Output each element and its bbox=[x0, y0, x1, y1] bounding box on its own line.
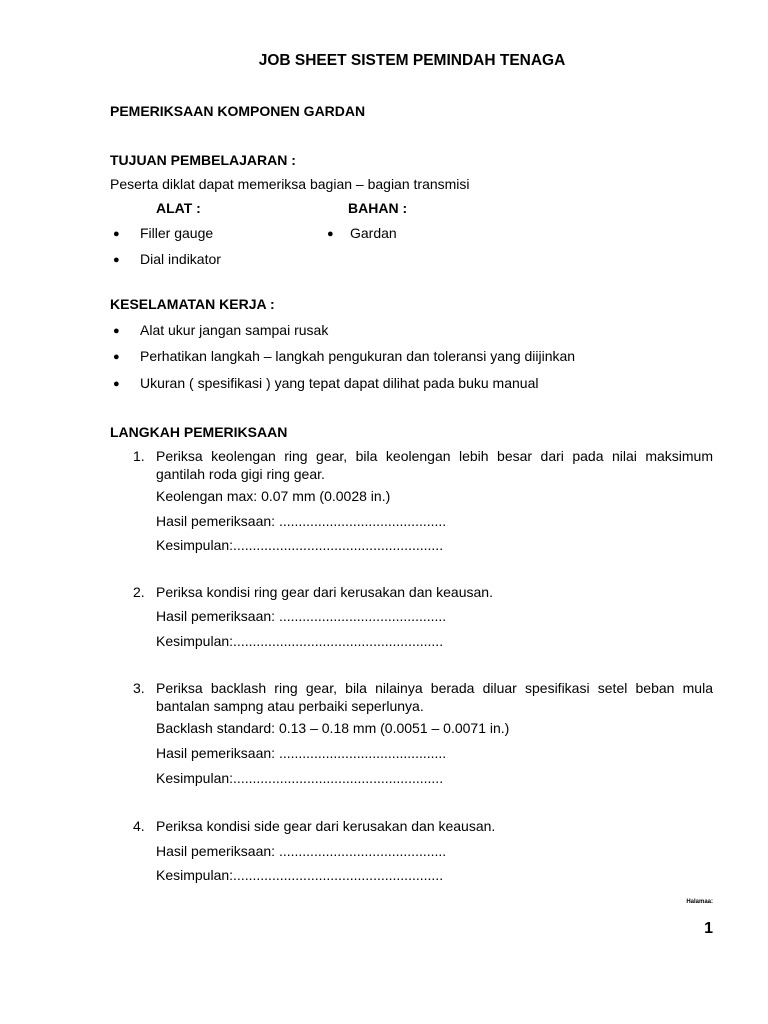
list-item: Ukuran ( spesifikasi ) yang tepat dapat dilihat pada buku manual bbox=[140, 375, 539, 391]
step-text: Periksa kondisi side gear dari kerusakan dan keausan. bbox=[156, 818, 496, 834]
kesimpulan-field: Kesimpulan:...................................................... bbox=[156, 537, 444, 553]
list-item: Perhatikan langkah – langkah pengukuran dan toleransi yang diijinkan bbox=[140, 348, 576, 364]
kesimpulan-field: Kesimpulan:...................................................... bbox=[156, 633, 444, 649]
kesimpulan-field: Kesimpulan:...................................................... bbox=[156, 867, 444, 883]
list-item: Gardan bbox=[350, 225, 397, 241]
page-label: Halamaa: bbox=[686, 899, 713, 905]
list-item: Filler gauge bbox=[140, 225, 214, 241]
kesimpulan-field: Kesimpulan:...................................................... bbox=[156, 770, 444, 786]
section-title: PEMERIKSAAN KOMPONEN GARDAN bbox=[110, 103, 366, 119]
list-item: Dial indikator bbox=[140, 251, 221, 267]
list-item: Alat ukur jangan sampai rusak bbox=[140, 322, 329, 338]
step-number: 3. bbox=[133, 680, 145, 696]
page-number: 1 bbox=[704, 920, 713, 937]
bullet-icon: ● bbox=[113, 325, 120, 337]
tujuan-heading: TUJUAN PEMBELAJARAN : bbox=[110, 152, 296, 168]
hasil-pemeriksaan-field: Hasil pemeriksaan: ........................................... bbox=[156, 745, 447, 761]
step-text: Periksa backlash ring gear, bila nilainya berada diluar spesifikasi setel beban mula bantalan sampng atau perbaiki seperlunya. bbox=[156, 680, 713, 714]
step-text: Periksa keolengan ring gear, bila keolengan lebih besar dari pada nilai maksimum gantilah roda gigi ring gear. bbox=[156, 448, 713, 482]
bullet-icon: ● bbox=[113, 378, 120, 390]
step-number: 4. bbox=[133, 818, 145, 834]
alat-heading: ALAT : bbox=[156, 200, 201, 216]
bahan-heading: BAHAN : bbox=[348, 200, 408, 216]
step-spec: Backlash standard: 0.13 – 0.18 mm (0.0051 – 0.0071 in.) bbox=[156, 720, 510, 736]
step-number: 2. bbox=[133, 584, 145, 600]
langkah-heading: LANGKAH PEMERIKSAAN bbox=[110, 424, 288, 440]
bullet-icon: ● bbox=[327, 228, 334, 240]
keselamatan-heading: KESELAMATAN KERJA : bbox=[110, 296, 275, 312]
step-text: Periksa kondisi ring gear dari kerusakan dan keausan. bbox=[156, 584, 493, 600]
bullet-icon: ● bbox=[113, 254, 120, 266]
tujuan-text: Peserta diklat dapat memeriksa bagian – bagian transmisi bbox=[110, 176, 470, 192]
step-spec: Keolengan max: 0.07 mm (0.0028 in.) bbox=[156, 488, 391, 504]
bullet-icon: ● bbox=[113, 351, 120, 363]
bullet-icon: ● bbox=[113, 228, 120, 240]
hasil-pemeriksaan-field: Hasil pemeriksaan: ........................................... bbox=[156, 843, 447, 859]
step-number: 1. bbox=[133, 448, 145, 464]
hasil-pemeriksaan-field: Hasil pemeriksaan: ........................................... bbox=[156, 513, 447, 529]
hasil-pemeriksaan-field: Hasil pemeriksaan: ........................................... bbox=[156, 608, 447, 624]
document-title: JOB SHEET SISTEM PEMINDAH TENAGA bbox=[258, 52, 566, 69]
